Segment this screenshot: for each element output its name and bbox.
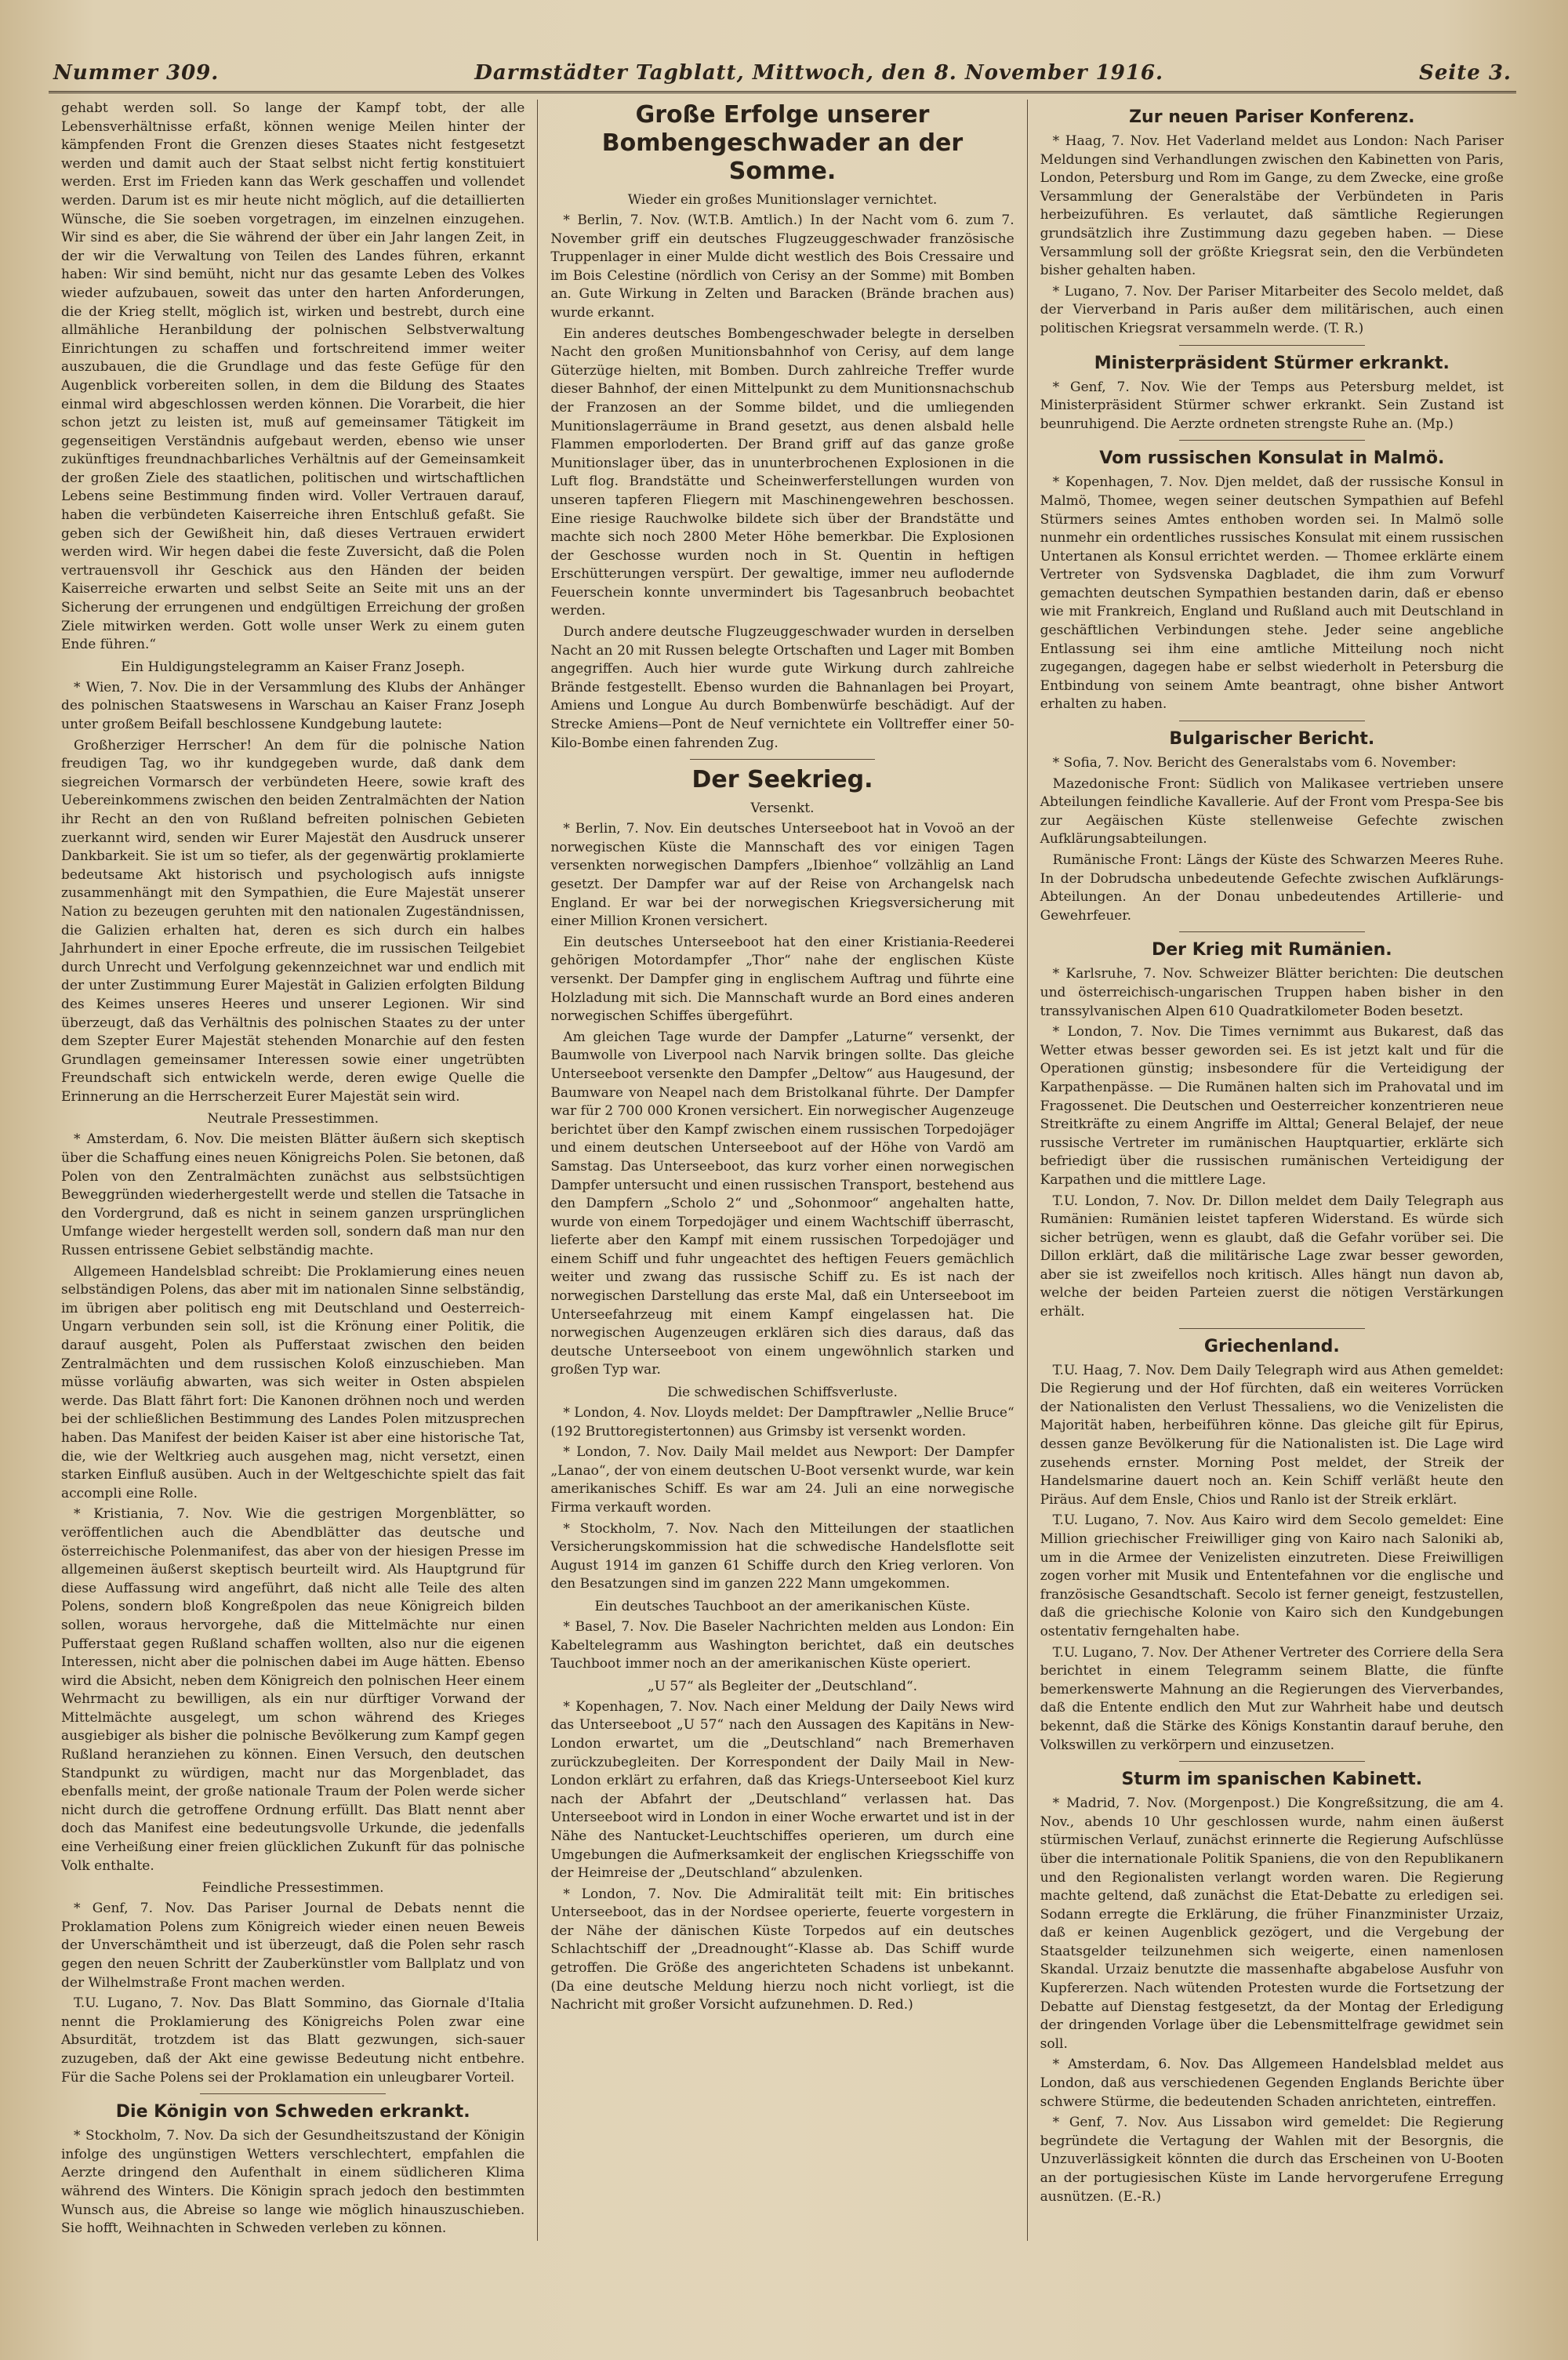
article-text: T.U. Lugano, 7. Nov. Das Blatt Sommino, das Giornale d'Italia nennt die Proklamierung des Königreichs Polen zwar eine Absurdität, trotzdem ist das Blatt gezwungen, sich-sauer zuzugeben, daß der Akt eine gewisse Bedeutung nicht entbehre. Für die Sache Polens sei der Proklamation ein unleugbarer Vorteil.	[61, 1995, 525, 2086]
article-text: * Wien, 7. Nov. Die in der Versammlung des Klubs der Anhänger des polnischen Staatswesens in Warschau an Kaiser Franz Joseph unter großem Beifall beschlossene Kundgebung lautete:	[61, 679, 525, 732]
article-headline: Sturm im spanischen Kabinett.	[1121, 1770, 1423, 1790]
article-text: T.U. London, 7. Nov. Dr. Dillon meldet dem Daily Telegraph aus Rumänien: Rumänien leistet tapferen Widerstand. Es würde sich sicher betrügen, wenn es glaubt, daß die Gefahr vorüber sei. Die Dillon erklärt, daß die militärische Lage zwar besser geworden, aber sie ist zweifellos noch kritisch. Alles hängt nun davon ab, welche der beiden Parteien zuerst die nötigen Verstärkungen erhält.	[1040, 1193, 1504, 1320]
section-divider	[1179, 1761, 1365, 1762]
article-text: * Genf, 7. Nov. Aus Lissabon wird gemeldet: Die Regierung begründete die Vertagung der Wahlen mit der Besorgnis, die Unzuverlässigkeit könnten die durch das Erscheinen von U-Booten an der portugiesischen Küste im Lande hervorgerufene Erregung ausnützen. (E.-R.)	[1040, 2115, 1504, 2205]
issue-number: Nummer 309.	[53, 61, 220, 85]
section-divider	[1179, 931, 1365, 932]
article-text: * London, 7. Nov. Daily Mail meldet aus Newport: Der Dampfer „Lanao“, der von einem deutschen U-Boot versenkt wurde, war kein amerikanisches Schiff. Es war am 24. Juli an eine norwegische Firma verkauft worden.	[550, 1444, 1014, 1516]
article-text: * Berlin, 7. Nov. Ein deutsches Unterseeboot hat in Vovoö an der norwegischen Küste die Mannschaft des vor einigen Tagen versenkten norwegischen Dampfers „Ibienhoe“ vollzählig an Land gesetzt. Der Dampfer war auf der Reise von Archangelsk nach England. Er war bei der norwegischen Kriegsversicherung mit einer Million Kronen versichert.	[550, 821, 1014, 930]
article-text: * Madrid, 7. Nov. (Morgenpost.) Die Kongreßsitzung, die am 4. Nov., abends 10 Uhr geschlossen wurde, nahm einen äußerst stürmischen Verlauf, zunächst erinnerte die Regierung Aufschlüsse über die internationale Politik Spaniens, die von den Republikanern und den Regionalisten verlangt worden waren. Die Regierung machte geltend, daß zunächst die Etat-Debatte zu erledigen sei. Sodann erregte die Erklärung, die früher Finanzminister Urzaiz, daß er keinen Augenblick gezögert, und die Vergebung der Staatsgelder teilzunehmen sich weigerte, einen namenlosen Skandal. Urzaiz benutzte die massenhafte abgabelose Ausfuhr von Kupfererzen. Nach wütenden Protesten wurde die Fortsetzung der Debatte auf Dienstag festgesetzt, da der Montag der Erledigung der dringenden Vorlage über die Lebensmittelfrage gewidmet sein soll.	[1040, 1795, 1504, 2052]
article-text: * Kristiania, 7. Nov. Wie die gestrigen Morgenblätter, so veröffentlichen auch die Abendblätter das deutsche und österreichische Polenmanifest, das aber von der hiesigen Presse im allgemeinen äußerst skeptisch beurteilt wird. Als Hauptgrund für diese Auffassung wird angeführt, daß nicht alle Teile des alten Polens, sondern bloß Kongreßpolen das neue Königreich bilden sollen, woraus hervorgehe, daß die Mittelmächte nur einen Pufferstaat gegen Rußland schaffen wollten, also nur die eigenen Interessen, nicht aber die polnischen dabei im Auge hätten. Ebenso wird die Absicht, neben dem Königreich den polnischen Heer einem Wehrmacht zu bewilligen, als ein nur dürftiger Vorwand der Mittelmächte ausgelegt, um schon während des Krieges ausgiebiger als bisher die polnische Bevölkerung zum Kampf gegen Rußland heranziehen zu können. Einen Versuch, den deutschen Standpunkt zu würdigen, macht nur das Morgenbladet, das ebenfalls meint, der große nationale Traum der Polen werde sicher nicht durch die getroffene Ordnung erfüllt. Das Blatt nennt aber doch das Manifest eine bedeutungsvolle Urkunde, die jedenfalls eine Verheißung einer freien glücklichen Zukunft für das polnische Volk enthalte.	[61, 1506, 525, 1874]
article-text: * Basel, 7. Nov. Die Baseler Nachrichten melden aus London: Ein Kabeltelegramm aus Washington berichtet, daß ein deutsches Tauchboot immer noch an der amerikanischen Küste operiert.	[550, 1618, 1014, 1672]
article-text: Rumänische Front: Längs der Küste des Schwarzen Meeres Ruhe. In der Dobrudscha unbedeutende Gefechte zwischen Aufklärungs-Abteilungen. An der Donau unbedeutendes Artillerie- und Gewehrfeuer.	[1040, 852, 1504, 924]
masthead	[49, 61, 1516, 93]
article-subheading: Wieder ein großes Munitionslager vernichtet.	[627, 192, 938, 208]
article-text: * Kopenhagen, 7. Nov. Djen meldet, daß der russische Konsul in Malmö, Thomee, wegen seiner deutschen Sympathien auf Befehl Stürmers seines Amtes enthoben worden sei. In Malmö solle nunmehr ein ordentliches russisches Konsulat mit einem russischen Untertanen als Konsul errichtet werden. — Thomee erklärte einem Vertreter von Sydsvenska Dagbladet, die ihm zum Vorwurf gemachten deutschen Sympathien bestanden darin, daß er ebenso wie mit Frankreich, England und Rußland auch mit Deutschland in geschäftlichen Verbindungen stehe. Jeder seine angebliche Entlassung sei ihm eine amtliche Mitteilung noch nicht zugegangen, dagegen habe er selbst wiederholt in Petersburg die Entbindung von seinem Amte beantragt, ohne bisher Antwort erhalten zu haben.	[1040, 474, 1504, 713]
article-text: gehabt werden soll. So lange der Kampf tobt, der alle Lebensverhältnisse erfaßt, können wenige Meilen hinter der kämpfenden Front die Grenzen dieses Staates nicht festgesetzt werden und damit auch der Staat selbst nicht fertig konstituiert werden. Erst im Frieden kann das Werk geschaffen und vollendet werden. Darum ist es mir heute nicht möglich, auf die detaillierten Wünsche, die Sie soeben vorgetragen, im einzelnen einzugehen. Wir sind es aber, die Sie während der über ein Jahr langen Zeit, in der wir die Verwaltung von Teilen des Landes führen, erkannt haben: Wir sind bemüht, nicht nur das gesamte Leben des Volkes wieder aufzubauen, soweit das unter den harten Anforderungen, die der Krieg stellt, möglich ist, wirken und bestrebt, durch eine allmähliche Heranbildung der polnischen Selbstverwaltung Einrichtungen zu schaffen und fortschreitend immer weiter auszubauen, die die Grundlage und das feste Gefüge für den Augenblick vorbereiten sollen, in dem die Bildung des Staates einmal wird abgeschlossen werden können. Die Vorarbeit, die hier schon jetzt zu leisten ist, muß auf gemeinsamer Tätigkeit im gegenseitigen Verständnis aufgebaut werden, ebenso wie unser zukünftiges freundnachbarliches Verhältnis auf der Gemeinsamkeit der großen Ziele des staatlichen, politischen und wirtschaftlichen Lebens seine Bestimmung finden wird. Voller Vertrauen darauf, haben die verbündeten Kaiserreiche ihren Entschluß gefaßt. Sie geben sich der Gewißheit hin, daß dieses Vertrauen erwidert werden wird. Wir hegen dabei die feste Zuversicht, daß die Polen vertrauensvoll ihr Geschick aus den Händen der beiden Kaiserreiche erwarten und selbst Seite an Seite mit uns an der Sicherung der errungenen und endgültigen Erreichung der großen Ziele mitwirken werden. Gott wolle unser Werk zu einem guten Ende führen.“	[61, 100, 525, 653]
article-headline: Der Krieg mit Rumänien.	[1152, 940, 1392, 960]
column-3	[1027, 100, 1516, 2241]
article-text: Allgemeen Handelsblad schreibt: Die Proklamierung eines neuen selbständigen Polens, das aber mit im nationalen Sinne selbständig, im übrigen aber politisch eng mit Deutschland und Oesterreich-Ungarn verbunden sein soll, ist die Krönung einer Politik, die darauf ausgeht, Polen als Pufferstaat zwischen den beiden Zentralmächten und dem russischen Koloß einzuschieben. Man müsse vorläufig abwarten, was sich weiter in Osten abspielen werde. Das Blatt fährt fort: Die Kanonen dröhnen noch und werden bei der schließlichen Bestimmung des Landes Polen mitzusprechen haben. Das Manifest der beiden Kaiser ist aber eine historische Tat, die, wie der Weltkrieg auch ausgehen mag, nicht versetzt, einen starken Einfluß ausüben. Auch in der Weltgeschichte spielt das fait accompli eine Rolle.	[61, 1263, 525, 1501]
article-headline: Zur neuen Pariser Konferenz.	[1129, 107, 1415, 127]
article-subheading: Ein deutsches Tauchboot an der amerikanischen Küste.	[594, 1598, 971, 1614]
section-divider	[690, 759, 876, 760]
section-divider	[1179, 440, 1365, 441]
article-text: * Genf, 7. Nov. Das Pariser Journal de Debats nennt die Proklamation Polens zum Königreich wieder einen neuen Beweis der Unverschämtheit und ist überzeugt, daß die Polen sehr rasch gegen den neuen Schritt der Zauberkünstler vom Ballplatz und von der Wilhelmstraße Front machen werden.	[61, 1901, 525, 1991]
article-text: * Sofia, 7. Nov. Bericht des Generalstabs vom 6. November:	[1052, 755, 1457, 772]
article-text: Mazedonische Front: Südlich von Malikasee vertrieben unsere Abteilungen feindliche Kavallerie. Auf der Front vom Prespa-See bis zur Aegäischen Küste stellenweise Gefechte zwischen Aufklärungsabteilungen.	[1040, 775, 1504, 848]
article-text: * Karlsruhe, 7. Nov. Schweizer Blätter berichten: Die deutschen und österreichisch-ungarischen Truppen haben bisher in den transsylvanischen Alpen 610 Quadratkilometer Boden besetzt.	[1040, 966, 1504, 1019]
article-text: * Kopenhagen, 7. Nov. Nach einer Meldung der Daily News wird das Unterseeboot „U 57“ nach den Aussagen des Kapitäns in New-London erwartet, um die „Deutschland“ nach Bremerhaven zurückzubegleiten. Der Korrespondent der Daily Mail in New-London erklärt zu erfahren, daß das Kriegs-Unterseeboot Kiel kurz nach der Abfahrt der „Deutschland“ verlassen hat. Das Unterseeboot wird in London in einer Woche erwartet und ist in der Nähe des Nantucket-Leuchtschiffes operieren, um durch eine Umgebungen die Aufmerksamkeit der englischen Kriegsschiffe von der Heimreise der „Deutschland“ abzulenken.	[550, 1698, 1014, 1882]
section-heading: Feindliche Pressestimmen.	[201, 1880, 384, 1897]
article-text: * London, 7. Nov. Die Times vernimmt aus Bukarest, daß das Wetter etwas besser geworden sei. Es ist jetzt kalt und für die Operationen günstig; insbesondere für die Verteidigung der Karpathenpässe. — Die Rumänen halten sich im Prahovatal und im Fragossenet. Die Deutschen und Oesterreicher konzentrieren neue Streitkräfte zu einem Angriffe im Alttal; General Belajef, der neue russische Vertreter im rumänischen Hauptquartier, erklärte sich befriedigt über die russischen rumänischen Verteidigung der Karpathen und die mittlere Lage.	[1040, 1024, 1504, 1188]
article-headline: Der Seekrieg.	[691, 766, 873, 794]
article-text: * Genf, 7. Nov. Wie der Temps aus Petersburg meldet, ist Ministerpräsident Stürmer schwer erkrankt. Sein Zustand ist beunruhigend. Die Aerzte ordneten strengste Ruhe an. (Mp.)	[1040, 379, 1504, 432]
article-text: Durch andere deutsche Flugzeuggeschwader wurden in derselben Nacht an 20 mit Russen belegte Ortschaften und Lager mit Bomben angegriffen. Auch hier wurde gute Wirkung durch zahlreiche Brände festgestellt. Ebenso wurden die Bahnanlagen bei Proyart, Amiens und Longue Au durch Bombenwürfe beschädigt. Auf der Strecke Amiens—Pont de Neuf vernichtete ein Volltreffer einer 50-Kilo-Bombe einen fahrenden Zug.	[550, 624, 1014, 751]
article-subheading: Versenkt.	[750, 801, 815, 817]
article-text: * Stockholm, 7. Nov. Nach den Mitteilungen der staatlichen Versicherungskommission hat die schwedische Handelsflotte seit August 1914 im ganzen 61 Schiffe durch den Krieg verloren. Von den Besatzungen sind im ganzen 222 Mann umgekommen.	[550, 1520, 1014, 1592]
article-text: * Berlin, 7. Nov. (W.T.B. Amtlich.) In der Nacht vom 6. zum 7. November griff ein deutsches Flugzeuggeschwader französische Truppenlager in einer Mulde dicht westlich des Bois Cressaire und im Bois Celestine (nördlich von Cerisy an der Somme) mit Bomben an. Gute Wirkung in Zelten und Baracken (Brände brachen aus) wurde erkannt.	[550, 212, 1014, 321]
article-text: T.U. Lugano, 7. Nov. Der Athener Vertreter des Corriere della Sera berichtet in einem Telegramm seinem Blatte, die fünfte bemerkenswerte Mahnung an die Regierungen des Vierverbandes, daß die Entente endlich den Mut zur Wahrheit habe und deutsch bekennt, daß die Stärke des Königs Konstantin darauf beruhe, den Volkswillen zu verkörpern und einzusetzen.	[1040, 1644, 1504, 1753]
column-container	[49, 100, 1516, 2241]
section-divider	[200, 2093, 386, 2094]
section-heading: Ein Huldigungstelegramm an Kaiser Franz Joseph.	[121, 659, 466, 675]
article-subheading: „U 57“ als Begleiter der „Deutschland“.	[647, 1678, 918, 1694]
section-divider	[1179, 1328, 1365, 1329]
article-text: * Haag, 7. Nov. Het Vaderland meldet aus London: Nach Pariser Meldungen sind Verhandlungen zwischen den Kabinetten von Paris, London, Petersburg und Rom im Gange, zu dem Zwecke, eine große Versammlung der Generalstäbe der Verbündeten in Paris herbeizuführen. Es verlautet, daß sämtliche Regierungen grundsätzlich ihre Zustimmung dazu gegeben haben. — Diese Versammlung soll der größte Kriegsrat sein, den die Verbündeten bisher gehalten haben.	[1040, 133, 1504, 279]
section-divider	[1179, 345, 1365, 346]
article-text: * London, 7. Nov. Die Admiralität teilt mit: Ein britisches Unterseeboot, das in der Nordsee operierte, feuerte vorgestern in der Nähe der dänischen Küste Torpedos auf ein deutsches Schlachtschiff der „Dreadnought“-Klasse ab. Das Schiff wurde getroffen. Die Größe des angerichteten Schadens ist unbekannt. (Da eine deutsche Meldung hierzu noch nicht vorliegt, ist die Nachricht mit großer Vorsicht aufzunehmen. D. Red.)	[550, 1886, 1014, 2013]
article-text: Ein anderes deutsches Bombengeschwader belegte in derselben Nacht den großen Munitionsbahnhof von Cerisy, auf dem lange Güterzüge hielten, mit Bomben. Durch zahlreiche Treffer wurde dieser Bahnhof, der einen Mittelpunkt zu dem Munitionsnachschub der Franzosen an der Somme bildet, und die umliegenden Munitionslagerräume in Brand gesetzt, aus denen alsbald helle Flammen emporloderten. Der Brand griff auf das ganze große Munitionslager über, das in ununterbrochenen Explosionen in die Luft flog. Brandstätte und Scheinwerferstellungen wurden von unseren tapferen Fliegern mit Maschinengewehren beschossen. Eine riesige Rauchwolke bildete sich über der Brandstätte und machte sich noch 2800 Meter Höhe bemerkbar. Die Explosionen der Geschosse wurden noch in St. Quentin in heftigen Erschütterungen verspürt. Der gewaltige, immer neu auflodernde Feuerschein konnte unvermindert bis Tagesanbruch beobachtet werden.	[550, 325, 1014, 619]
section-heading: Neutrale Pressestimmen.	[207, 1111, 379, 1127]
column-2	[537, 100, 1026, 2241]
article-headline: Große Erfolge unserer Bombengeschwader an der Somme.	[601, 101, 964, 185]
article-headline: Die Königin von Schweden erkrankt.	[115, 2102, 470, 2122]
article-headline: Griechenland.	[1203, 1336, 1340, 1356]
article-headline: Bulgarischer Bericht.	[1169, 729, 1375, 750]
article-text: * Amsterdam, 6. Nov. Die meisten Blätter äußern sich skeptisch über die Schaffung eines neuen Königreichs Polen. Sie betonen, daß Polen von den Zentralmächten zunächst aus selbstsüchtigen Beweggründen wiederhergestellt werde und stellen die Tatsache in den Vordergrund, daß es nicht in seinem ganzen ursprünglichen Umfange wieder hergestellt werden soll, sondern daß man nur den Russen entrissene Gebiet selbständig machte.	[61, 1131, 525, 1259]
article-text: Großherziger Herrscher! An dem für die polnische Nation freudigen Tag, wo ihr kundgegeben wurde, daß dank dem siegreichen Vormarsch der verbündeten Heere, sowie kraft des Uebereinkommens zwischen den beiden Zentralmächten der Nation ihr Recht an den von Rußland befreiten polnischen Gebieten zuerkannt wird, senden wir Eurer Majestät den Ausdruck unserer Dankbarkeit. Sie ist um so tiefer, als der gegenwärtig proklamierte bedeutsame Akt historisch und psychologisch aufs innigste zusammenhängt mit den Sympathien, die Eure Majestät unserer Nation zu bezeugen geruhten mit den nationalen Zugeständnissen, die Galizien erhalten hat, deren es sich durch ein halbes Jahrhundert in einer Epoche erfreute, die im russischen Teilgebiet durch Unrecht und Verfolgung gekennzeichnet war und endlich mit der unter Zustimmung Eurer Majestät in Galizien erfolgten Bildung des Keimes unseres Heeres und unserer Legionen. Wir sind überzeugt, daß das Verhältnis des polnischen Staates zu der unter dem Szepter Eurer Majestät stehenden Monarchie auf den festen Grundlagen gemeinsamer Interessen sowie einer ungetrübten Freundschaft sich entwickeln werde, deren ewige Quelle die Erinnerung an die Herrscherzeit Eurer Majestät sein wird.	[61, 737, 525, 1105]
article-text: T.U. Haag, 7. Nov. Dem Daily Telegraph wird aus Athen gemeldet: Die Regierung und der Hof fürchten, daß ein weiteres Vorrücken der Nationalisten den Verlust Thessaliens, wo die Venizelisten die Majorität haben, herbeiführen könne. Das gleiche gilt für Epirus, dessen ganze Bevölkerung für die Nationalisten ist. Die Lage wird zusehends ernster. Morning Post meldet, der Streik der Handelsmarine dauert noch an. Kein Schiff verläßt heute den Piräus. Auf dem Ensle, Chios und Ranlo ist der Streik erklärt.	[1040, 1362, 1504, 1508]
article-text: T.U. Lugano, 7. Nov. Aus Kairo wird dem Secolo gemeldet: Eine Million griechischer Freiwilliger ging von Kairo nach Saloniki ab, um in die Armee der Venizelisten einzutreten. Diese Freiwilligen zogen vorher mit Musik und Ententefahnen vor die englische und französische Gesandtschaft. Secolo ist ferner geneigt, festzustellen, daß die griechische Kolonie von Kairo sich den Kundgebungen ostentativ ferngehalten habe.	[1040, 1512, 1504, 1639]
article-text: Am gleichen Tage wurde der Dampfer „Laturne“ versenkt, der Baumwolle von Liverpool nach Narvik bringen sollte. Das gleiche Unterseeboot versenkte den Dampfer „Deltow“ aus Haugesund, der Baumware von Neapel nach dem Bristolkanal führte. Der Dampfer war für 2 700 000 Kronen versichert. Ein norwegischer Augenzeuge berichtet über den Kampf zwischen einem russischen Torpedojäger und einem deutschen Unterseeboot auf der Höhe von Vardö am Samstag. Das Unterseeboot, das kurz vorher einen norwegischen Dampfer untersucht und einen russischen Transport, bestehend aus den Dampfern „Scholo 2“ und „Sohonmoor“ angehalten hatte, wurde von einem Torpedojäger und einem Wachtschiff überrascht, lieferte aber den Kampf mit einem russischen Torpedojäger und einem Schiff und fuhr ungeachtet des heftigen Feuers gemächlich weiter und zwang das russische Schiff zu. Es ist nach der norwegischen Darstellung das erste Mal, daß ein Unterseeboot im Unterseefahrzeug mit einem Kampf eingelassen hat. Die norwegischen Augenzeugen erklären sich dies daraus, daß das deutsche Unterseeboot von einem ungewöhnlich starken und großen Typ war.	[550, 1029, 1014, 1378]
article-text: Ein deutsches Unterseeboot hat den einer Kristiania-Reederei gehörigen Motordampfer „Thor“ nahe der englischen Küste versenkt. Der Dampfer ging in englischem Auftrag und führte eine Holzladung mit sich. Die Mannschaft wurde an Bord eines anderen norwegischen Schiffes übergeführt.	[550, 934, 1014, 1025]
article-subheading: Die schwedischen Schiffsverluste.	[667, 1385, 898, 1401]
article-text: * Stockholm, 7. Nov. Da sich der Gesundheitszustand der Königin infolge des ungünstigen Wetters verschlechtert, empfahlen die Aerzte dringend den Aufenthalt in einem südlicheren Klima während des Winters. Die Königin sprach jedoch den bestimmten Wunsch aus, die Abreise so lange wie möglich hinauszuschieben. Sie hofft, Weihnachten in Schweden verleben zu können.	[61, 2128, 525, 2237]
page-number: Seite 3.	[1419, 61, 1512, 85]
article-headline: Ministerpräsident Stürmer erkrankt.	[1094, 353, 1450, 373]
article-headline: Vom russischen Konsulat in Malmö.	[1099, 448, 1445, 469]
column-1	[49, 100, 537, 2241]
article-text: * Lugano, 7. Nov. Der Pariser Mitarbeiter des Secolo meldet, daß der Vierverband in Paris außer dem militärischen, auch einen politischen Kriegsrat versammeln werde. (T. R.)	[1040, 283, 1504, 336]
newspaper-title-date: Darmstädter Tagblatt, Mittwoch, den 8. November 1916.	[474, 61, 1164, 85]
article-text: * Amsterdam, 6. Nov. Das Allgemeen Handelsblad meldet aus London, daß aus verschiedenen Gegenden Englands Berichte über schwere Stürme, die bedeutenden Schaden anrichteten, eintreffen.	[1040, 2057, 1504, 2110]
article-text: * London, 4. Nov. Lloyds meldet: Der Dampftrawler „Nellie Bruce“ (192 Bruttoregistertonnen) aus Grimsby ist versenkt worden.	[550, 1405, 1014, 1440]
